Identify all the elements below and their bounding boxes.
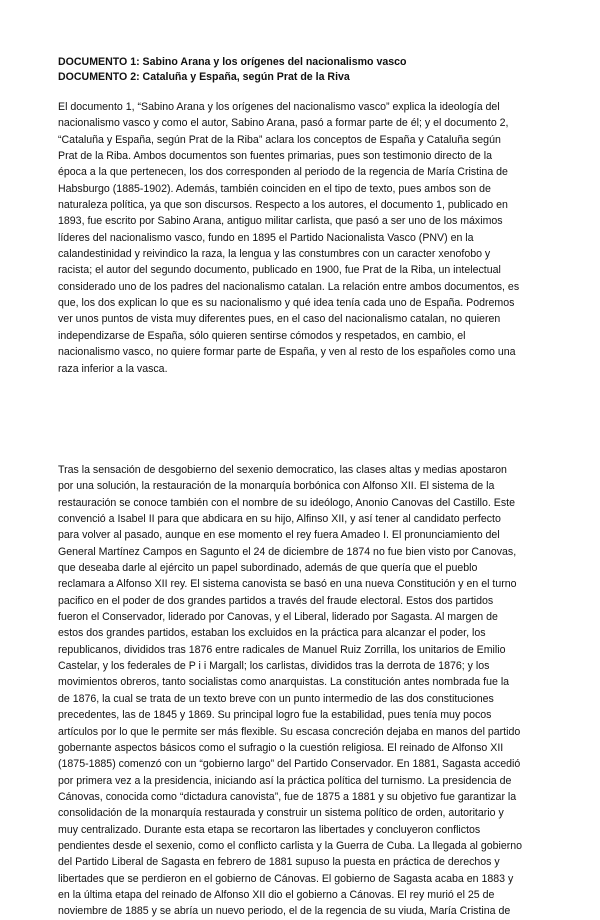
text-line: del Partido Liberal de Sagasta en febrero de 1881 supuso la puesta en práctica de derechos y xyxy=(58,856,500,869)
text-line: fueron el Conservador, liderado por Canovas, y el Liberal, liderado por Sagasta. Al margen de xyxy=(58,611,498,624)
text-line: calandestinidad y reivindico la raza, la lengua y las constumbres con un caracter xenofobo y xyxy=(58,248,491,261)
text-line: de 1876, la cual se trata de un texto breve con un punto intermedio de las dos constituciones xyxy=(58,692,494,705)
text-line: Cánovas, conocida como “dictadura canovista”, fue de 1875 a 1881 y su objetivo fue garantizar la xyxy=(58,790,517,803)
text-line: movimientos obreros, tanto socialistas como anarquistas. La constitución antes nombrada fue la xyxy=(58,676,510,689)
text-line: gobernante aspectos básicos como el sufragio o la cuestión religiosa. El reinado de Alfonso XII xyxy=(58,741,504,754)
paragraph-introduction xyxy=(58,99,544,377)
text-line: Tras la sensación de desgobierno del sexenio democratico, las clases altas y medias apostaron xyxy=(58,464,507,476)
text-line: que deseaba darle al ejército un papel subordinado, además de que quería que el pueblo xyxy=(58,562,478,575)
text-line: raza inferior a la vasca. xyxy=(58,362,168,375)
text-line: noviembre de 1885 y se abría un nuevo periodo, el de la regencia de su viuda, María Cristina de xyxy=(58,905,511,918)
text-line: independizarse de España, sólo quieren sentirse cómodos y respetados, en cambio, el xyxy=(58,329,466,342)
text-line: restauración se conoce también con el nombre de su ideólogo, Anonio Canovas del Castillo. Este xyxy=(58,496,515,509)
text-line: en la última etapa del reinado de Alfonso XII dio el gobierno a Cánovas. El rey murió el 25 de xyxy=(58,888,495,901)
text-line: libertades que se perdieron en el gobierno de Cánovas. El gobierno de Sagasta acaba en 1883 y xyxy=(58,872,514,885)
heading-documento-2: DOCUMENTO 2: Cataluña y España, según Prat de la Riva xyxy=(58,71,350,83)
text-line: estos dos grandes partidos, estaban los excluidos en la práctica para alcanzar el poder, los xyxy=(58,627,486,640)
text-line: nacionalismo vasco, no quiere formar parte de España, y ven al resto de los españoles como una xyxy=(58,346,516,359)
text-line: para volver al pasado, aunque en ese momento el rey fuera Amadeo I. El pronunciamiento del xyxy=(58,529,500,542)
text-line: Castelar, y los federales de P i i Margall; los carlistas, divididos tras la derrota de 1876; y los xyxy=(58,660,490,673)
text-line: naturaleza política, ya que son discursos. Respecto a los autores, el documento 1, publicado en xyxy=(58,199,508,212)
document-headings xyxy=(58,55,548,85)
text-line: artículos por lo que le permite ser más flexible. Su escasa concreción dejaba en manos del partido xyxy=(58,725,521,738)
text-line: época a la que pertenecen, los dos corresponden al periodo de la regencia de María Cristina de xyxy=(58,166,508,179)
text-line: republicanos, divididos tras 1876 entre radicales de Manuel Ruiz Zorrilla, los unitarios de Emilio xyxy=(58,643,506,656)
text-line: convenció a Isabel II para que abdicara en su hijo, Alfinso XII, y así tener al candidato perfecto xyxy=(58,513,501,526)
text-line: ver unos puntos de vista muy diferentes pues, en el caso del nacionalismo catalan, no quieren xyxy=(58,313,501,326)
text-line: “Cataluña y España, según Prat de la Riba” aclara los conceptos de España y Cataluña según xyxy=(58,133,501,146)
text-line: líderes del nacionalismo vasco, fundo en 1895 el Partido Nacionalista Vasco (PNV) en la xyxy=(58,231,474,244)
text-line: pendientes desde el sexenio, como el conflicto carlista y la Guerra de Cuba. La llegada al gobierno xyxy=(58,839,523,852)
text-line: racista; el autor del segundo documento, publicado en 1900, fue Prat de la Riba, un intelectual xyxy=(58,264,501,277)
paragraph-restauracion xyxy=(58,462,544,920)
text-line: muy centralizado. Durante esta etapa se recortaron las libertades y concluyeron conflictos xyxy=(58,823,481,836)
text-line: por una solución, la restauración de la monarquía borbónica con Alfonso XII. El sistema de la xyxy=(58,480,495,493)
text-line: pacifico en el poder de dos grandes partidos a través del fraude electoral. Estos dos partidos xyxy=(58,594,494,607)
text-line: Prat de la Riba. Ambos documentos son fuentes primarias, pues son testimonio directo de la xyxy=(58,150,492,163)
heading-documento-1: DOCUMENTO 1: Sabino Arana y los orígenes del nacionalismo vasco xyxy=(58,56,407,68)
text-line: Habsburgo (1885-1902). Además, también coinciden en el tipo de texto, pues ambos son de xyxy=(58,182,491,195)
text-line: 1893, fue escrito por Sabino Arana, antiguo militar carlista, que pasó a ser uno de los máximos xyxy=(58,215,503,228)
text-line: considerado uno de los padres del nacionalismo catalan. La relación entre ambos documentos, es xyxy=(58,280,520,293)
text-line: por primera vez a la presidencia, iniciando así la práctica política del turnismo. La presidencia de xyxy=(58,774,512,787)
text-line: (1875-1885) comenzó con un “gobierno largo” del Partido Conservador. En 1881, Sagasta accedió xyxy=(58,758,521,771)
text-line: reclamara a Alfonso XII rey. El sistema canovista se basó en una nueva Constitución y en el turno xyxy=(58,578,517,591)
text-line: nacionalismo vasco y como el autor, Sabino Arana, pasó a formar parte de él; y el documento 2, xyxy=(58,117,509,130)
text-line: consolidación de la monarquía restaurada y construir un sistema político de orden, autoritario y xyxy=(58,807,504,820)
text-line: precedentes, las de 1845 y 1869. Su principal logro fue la estabilidad, pues tenía muy pocos xyxy=(58,709,492,722)
text-line: que, los dos explican lo que es su nacionalismo y qué idea tenía cada uno de España. Podremos xyxy=(58,297,515,310)
text-line: El documento 1, “Sabino Arana y los orígenes del nacionalismo vasco” explica la ideología del xyxy=(58,101,500,113)
text-line: General Martínez Campos en Sagunto el 24 de diciembre de 1874 no fue bien visto por Canovas, xyxy=(58,545,517,558)
